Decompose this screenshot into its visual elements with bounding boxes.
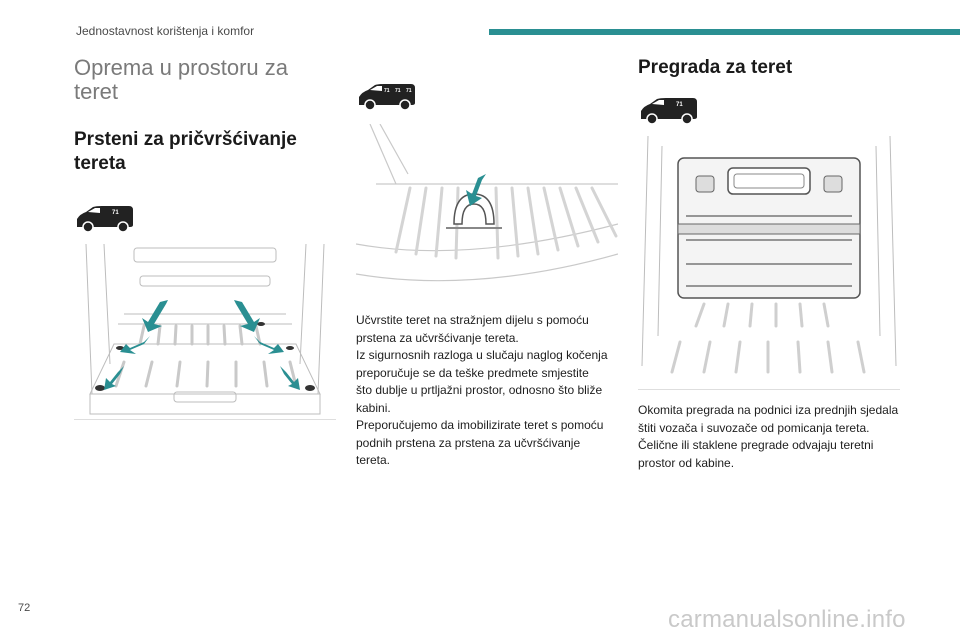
van-icon xyxy=(74,204,136,234)
rear-tie-text: Učvrstite teret na stražnjem dijelu s pomoću prstena za učvršćivanje tereta. Iz sigurnosnih razloga u slučaju naglog kočenja preporučuje se da teške predmete smjestite što dublje u prtljažni prostor, odnosno što bliže kabini. Preporučujemo da imobilizirate teret s pomoću podnih prstena za prstena za učvršćivanje tereta. xyxy=(356,313,608,467)
chapter-header: Jednostavnost korištenja i komfor xyxy=(76,24,255,38)
left-column xyxy=(74,56,336,420)
svg-text:71: 71 xyxy=(676,102,683,108)
svg-text:71: 71 xyxy=(395,88,401,94)
van-icon-three-badges xyxy=(356,82,418,112)
van-icon xyxy=(638,96,700,126)
cargo-floor-illustration xyxy=(74,244,336,420)
watermark: carmanualsonline.info xyxy=(668,606,906,633)
subsection-title-partition: Pregrada za teret xyxy=(638,57,793,78)
partition-text: Okomita pregrada na podnici iza prednjih sjedala štiti vozača i suvozače od pomicanja tereta. Čelične ili staklene pregrade odvajaju teretni prostor od kabine. xyxy=(638,403,899,470)
section-title: Oprema u prostoru za teret xyxy=(74,55,288,104)
svg-text:71: 71 xyxy=(384,88,390,94)
cargo-partition-illustration xyxy=(638,136,900,390)
rear-ring-illustration xyxy=(356,124,618,300)
subsection-title-rings: Prsteni za pričvršćivanje tereta xyxy=(74,129,297,174)
header-accent-bar xyxy=(489,29,960,35)
svg-text:71: 71 xyxy=(406,88,412,94)
right-column xyxy=(638,56,900,472)
svg-text:71: 71 xyxy=(112,210,119,216)
page-number: 72 xyxy=(18,602,31,614)
middle-column xyxy=(356,56,618,470)
